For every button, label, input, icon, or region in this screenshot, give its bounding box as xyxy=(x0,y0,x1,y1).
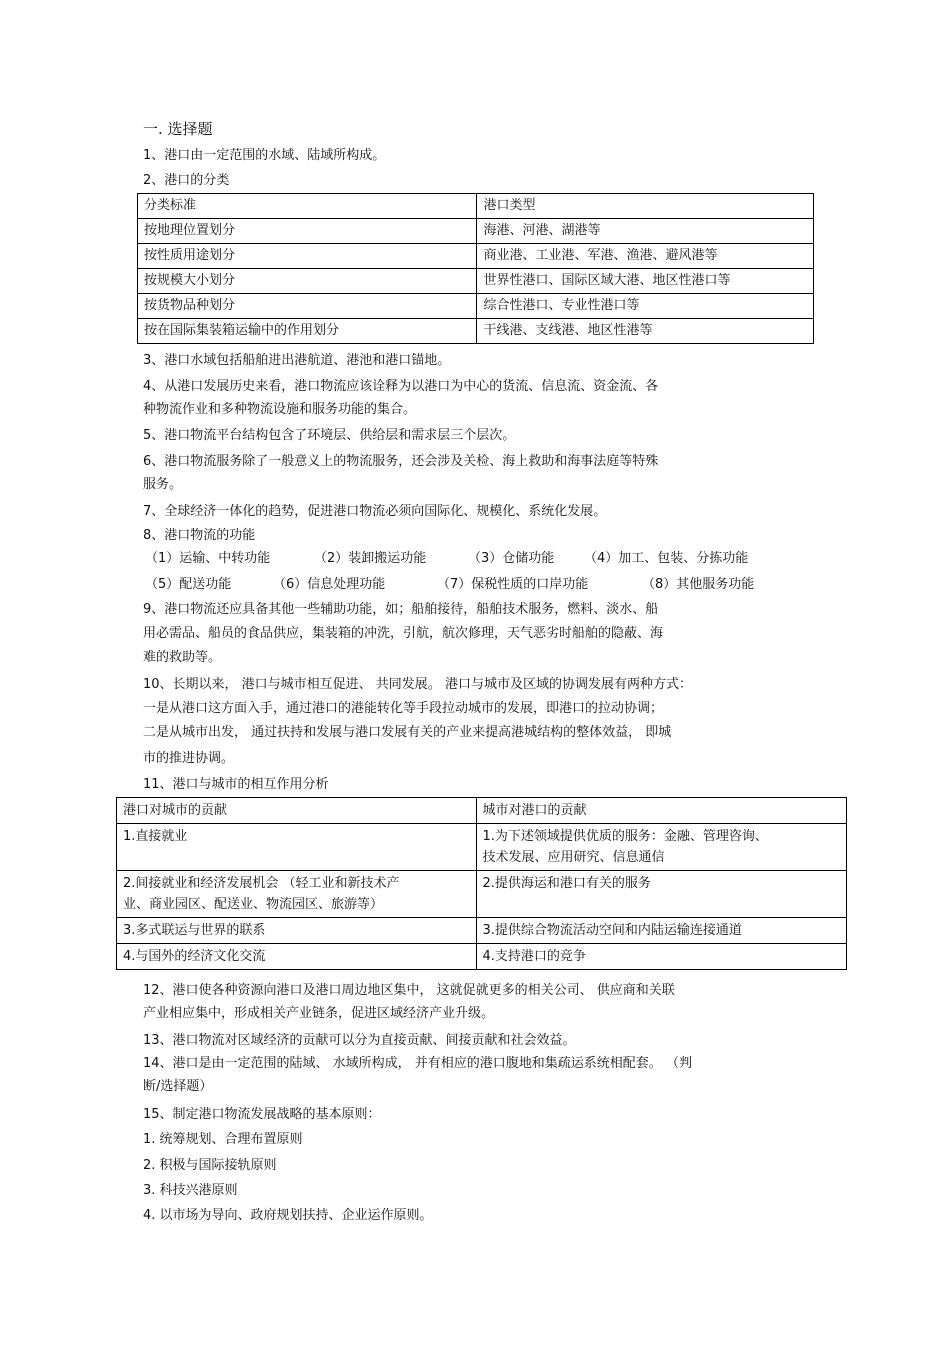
table-cell xyxy=(476,944,847,970)
table-header-cell: 港口对城市的贡献 xyxy=(117,798,477,824)
table-row xyxy=(117,824,847,871)
function-item: （1）运输、中转功能 xyxy=(145,551,271,566)
question-6-line-2: 服务。 xyxy=(143,477,183,492)
table-header-cell: 港口类型 xyxy=(477,194,814,219)
table-row xyxy=(138,219,814,244)
table-cell: 综合性港口、专业性港口等 xyxy=(477,294,814,319)
question-5: 5、港口物流平台结构包含了环境层、供给层和需求层三个层次。 xyxy=(143,428,516,443)
question-10-line-1: 10、长期以来， 港口与城市相互促进、 共同发展。 港口与城市及区域的协调发展有两种方式： xyxy=(143,677,692,692)
question-15: 15、制定港口物流发展战略的基本原则： xyxy=(143,1107,381,1122)
table-cell xyxy=(476,871,847,918)
table-cell: 按地理位置划分 xyxy=(138,219,477,244)
question-10-line-3: 二是从城市出发， 通过扶持和发展与港口发展有关的产业来提高港城结构的整体效益， 即城 xyxy=(143,725,672,740)
question-14-line-1: 14、港口是由一定范围的陆域、 水域所构成， 并有相应的港口腹地和集疏运系统相配套。 （判 xyxy=(143,1056,692,1071)
question-10-line-2: 一是从港口这方面入手，通过港口的港能转化等手段拉动城市的发展，即港口的拉动协调； xyxy=(143,701,664,716)
question-7: 7、全球经济一体化的趋势，促进港口物流必须向国际化、规模化、系统化发展。 xyxy=(143,504,607,519)
question-6-line-1: 6、港口物流服务除了一般意义上的物流服务，还会涉及关检、海上救助和海事法庭等特殊 xyxy=(143,454,659,469)
question-2: 2、港口的分类 xyxy=(143,173,230,188)
table-cell xyxy=(117,918,477,944)
table-cell xyxy=(117,871,477,918)
table-cell: 按在国际集装箱运输中的作用划分 xyxy=(138,319,477,344)
question-13: 13、港口物流对区域经济的贡献可以分为直接贡献、间接贡献和社会效益。 xyxy=(143,1033,576,1048)
table-cell: 干线港、支线港、地区性港等 xyxy=(477,319,814,344)
table-cell: 世界性港口、国际区域大港、地区性港口等 xyxy=(477,269,814,294)
principle-item: 1. 统筹规划、合理布置原则 xyxy=(143,1132,303,1147)
question-14-line-2: 断/选择题） xyxy=(143,1079,213,1094)
question-9-line-1: 9、港口物流还应具备其他一些辅助功能，如；船舶接待，船舶技术服务，燃料、淡水、船 xyxy=(143,602,659,617)
question-4-line-1: 4、从港口发展历史来看，港口物流应该诠释为以港口为中心的货流、信息流、资金流、各 xyxy=(143,379,659,394)
table-cell: 商业港、工业港、军港、渔港、避风港等 xyxy=(477,244,814,269)
cell-line: 2.提供海运和港口有关的服务 xyxy=(482,876,651,891)
table-row xyxy=(138,319,814,344)
question-10-line-4: 市的推进协调。 xyxy=(143,751,235,766)
question-11: 11、港口与城市的相互作用分析 xyxy=(143,777,329,792)
table-row xyxy=(138,269,814,294)
cell-line: 3.多式联运与世界的联系 xyxy=(123,923,266,938)
function-item: （8）其他服务功能 xyxy=(642,577,755,592)
cell-line: 1.为下述领域提供优质的服务：金融、管理咨询、 xyxy=(482,829,768,844)
function-item: （3）仓储功能 xyxy=(468,551,555,566)
table-cell: 海港、河港、湖港等 xyxy=(477,219,814,244)
table-header-cell: 城市对港口的贡献 xyxy=(476,798,847,824)
table-row xyxy=(138,294,814,319)
question-1: 1、港口由一定范围的水域、陆域所构成。 xyxy=(143,148,386,163)
table-header-row xyxy=(138,194,814,219)
principle-item: 4. 以市场为导向、政府规划扶持、企业运作原则。 xyxy=(143,1208,433,1223)
cell-line: 业、商业园区、配送业、物流园区、旅游等） xyxy=(123,897,384,912)
cell-line: 2.间接就业和经济发展机会 （轻工业和新技术产 xyxy=(123,876,400,891)
table-cell: 按性质用途划分 xyxy=(138,244,477,269)
question-12-line-2: 产业相应集中，形成相关产业链条，促进区域经济产业升级。 xyxy=(143,1006,495,1021)
cell-line: 4.支持港口的竞争 xyxy=(482,949,586,964)
section-heading: 一. 选择题 xyxy=(143,120,213,138)
principle-item: 3. 科技兴港原则 xyxy=(143,1183,238,1198)
port-city-interaction-table xyxy=(116,797,847,970)
table-row xyxy=(117,918,847,944)
question-9-line-3: 难的救助等。 xyxy=(143,650,222,665)
table-row xyxy=(117,871,847,918)
question-12-line-1: 12、港口使各种资源向港口及港口周边地区集中， 这就促就更多的相关公司、 供应商和关联 xyxy=(143,983,675,998)
question-3: 3、港口水域包括船舶进出港航道、港池和港口锚地。 xyxy=(143,353,451,368)
cell-line: 3.提供综合物流活动空间和内陆运输连接通道 xyxy=(482,923,742,938)
function-item: （6）信息处理功能 xyxy=(273,577,386,592)
principle-item: 2. 积极与国际接轨原则 xyxy=(143,1158,277,1173)
question-9-line-2: 用必需品、船员的食品供应，集装箱的冲洗，引航，航次修理，天气恶劣时船舶的隐蔽、海 xyxy=(143,626,664,641)
table-header-cell: 分类标准 xyxy=(138,194,477,219)
table-cell xyxy=(117,824,477,871)
table-row xyxy=(117,944,847,970)
function-item: （7）保税性质的口岸功能 xyxy=(437,577,589,592)
table-cell xyxy=(117,944,477,970)
table-row xyxy=(138,244,814,269)
cell-line: 技术发展、应用研究、信息通信 xyxy=(482,850,665,865)
table-cell: 按货物品种划分 xyxy=(138,294,477,319)
cell-line: 4.与国外的经济文化交流 xyxy=(123,949,266,964)
port-classification-table xyxy=(137,193,814,344)
table-header-row xyxy=(117,798,847,824)
function-item: （4）加工、包装、分拣功能 xyxy=(584,551,749,566)
table-cell xyxy=(476,918,847,944)
function-item: （5）配送功能 xyxy=(145,577,232,592)
question-4-line-2: 种物流作业和多种物流设施和服务功能的集合。 xyxy=(143,402,417,417)
question-8: 8、港口物流的功能 xyxy=(143,528,256,543)
cell-line: 1.直接就业 xyxy=(123,829,188,844)
function-item: （2）装卸搬运功能 xyxy=(314,551,427,566)
table-cell: 按规模大小划分 xyxy=(138,269,477,294)
table-cell xyxy=(476,824,847,871)
